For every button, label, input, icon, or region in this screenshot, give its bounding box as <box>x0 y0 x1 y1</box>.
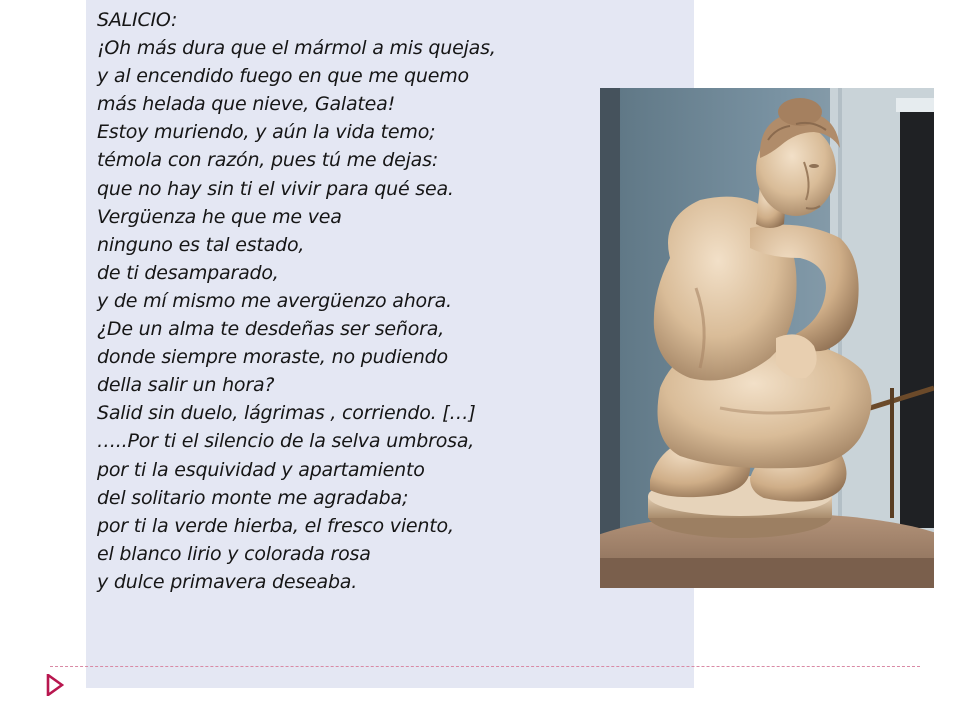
poem-line: ¡Oh más dura que el mármol a mis quejas, <box>97 37 496 60</box>
poem-line: Estoy muriendo, y aún la vida temo; <box>97 121 436 144</box>
poem-line: y de mí mismo me avergüenzo ahora. <box>97 289 452 312</box>
poem-line: por ti la esquividad y apartamiento <box>97 458 425 481</box>
poem-line: …..Por ti el silencio de la selva umbrosa, <box>97 430 475 453</box>
poem-line: Salid sin duelo, lágrimas , corriendo. […] <box>97 402 476 425</box>
poem-line: más helada que nieve, Galatea! <box>97 93 396 116</box>
triangle-bullet-icon <box>46 674 64 696</box>
crouching-venus-statue-image <box>600 88 934 588</box>
poem-line: ninguno es tal estado, <box>97 233 305 256</box>
poem-line: y dulce primavera deseaba. <box>97 570 358 593</box>
poem-line: del solitario monte me agradaba; <box>97 486 409 509</box>
poem-line: el blanco lirio y colorada rosa <box>97 542 371 565</box>
poem-line: que no hay sin ti el vivir para qué sea. <box>97 177 454 200</box>
slide-divider <box>50 666 920 667</box>
poem-line: de ti desamparado, <box>97 261 279 284</box>
poem-line: donde siempre moraste, no pudiendo <box>97 346 448 369</box>
statue-photo <box>600 88 934 588</box>
poem-line: ¿De un alma te desdeñas ser señora, <box>97 318 445 341</box>
poem-line: por ti la verde hierba, el fresco viento, <box>97 514 454 537</box>
poem-line: della salir un hora? <box>97 374 275 397</box>
poem-line: y al encendido fuego en que me quemo <box>97 65 469 88</box>
poem-line: Vergüenza he que me vea <box>97 205 342 228</box>
poem-line: témola con razón, pues tú me dejas: <box>97 149 439 172</box>
poem-text <box>97 6 657 596</box>
poem-line: SALICIO: <box>97 9 178 31</box>
